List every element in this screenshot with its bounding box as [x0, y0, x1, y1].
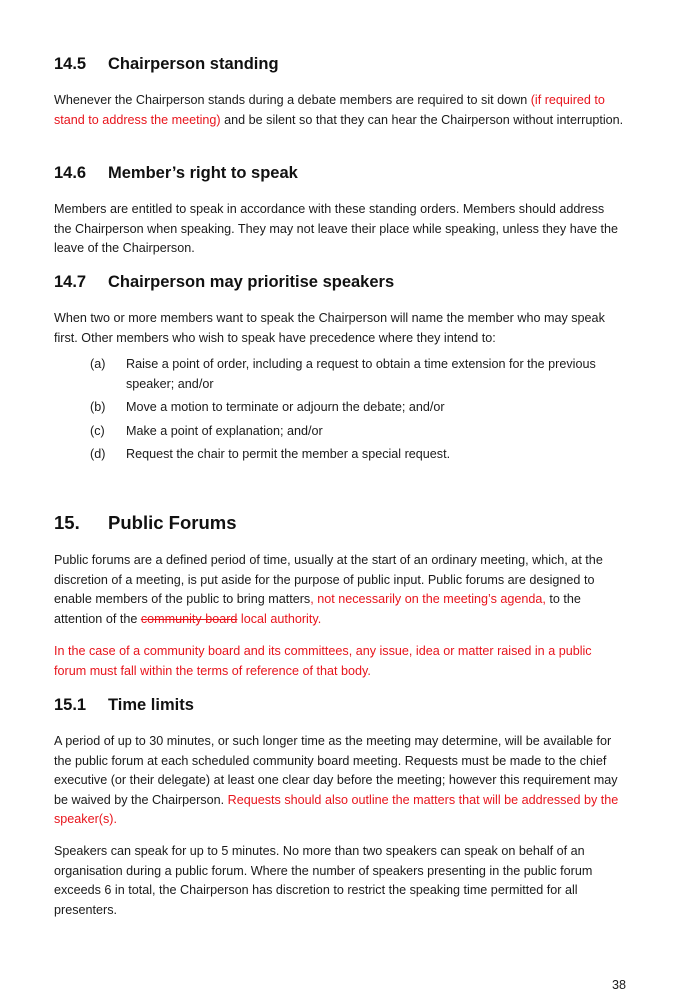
paragraph-14-5: Whenever the Chairperson stands during a debate members are required to sit down (if required to stand to address the meeting) and be silent so that they can hear the Chairperson without interruption.	[54, 93, 624, 127]
list-item: (a) Raise a point of order, including a request to obtain a time extension for the previous speaker; and/or	[90, 357, 596, 391]
list-item: (b) Move a motion to terminate or adjourn the debate; and/or	[90, 400, 445, 414]
deleted-text: community board	[140, 611, 238, 626]
paragraph-14-7: When two or more members want to speak the Chairperson will name the member who may speak first. Other members who wish to speak have precedence where they intend to:	[54, 311, 605, 345]
list-item: (d) Request the chair to permit the member a special request.	[90, 447, 451, 461]
page-number: 38	[611, 978, 626, 992]
heading-15-1: 15.1 Time limits	[54, 696, 194, 714]
amendment-text: local authority.	[237, 611, 322, 626]
heading-14-7: 14.7 Chairperson may prioritise speakers	[54, 273, 395, 291]
amendment-text: , not necessarily on the meeting’s agenda,	[310, 592, 546, 606]
amendment-text: (if required to stand to address the meeting)	[54, 93, 605, 127]
list-item: (c) Make a point of explanation; and/or	[90, 424, 323, 438]
heading-15: 15. Public Forums	[54, 512, 237, 533]
paragraph-15-1-a: A period of up to 30 minutes, or such longer time as the meeting may determine, will be available for the public forum at each scheduled community board meeting. Requests must be made to the chief executive (or their delegate) at least one clear day before the meeting; however this requirement may be waived by the Chairperson. Requests should also outline the matters that will be addressed by the speaker(s).	[54, 734, 619, 826]
paragraph-15-intro: Public forums are a defined period of time, usually at the start of an ordinary meeting, which, at the discretion of a meeting, is put aside for the purpose of public input. Public forums are designed to enable members of the public to bring matters, not necessarily on the meeting’s agenda, to the attention of the community board local authority.	[54, 553, 603, 626]
paragraph-15-community-board: In the case of a community board and its committees, any issue, idea or matter raised in a public forum must fall within the terms of reference of that body.	[54, 644, 592, 678]
heading-14-5: 14.5 Chairperson standing	[54, 55, 279, 73]
paragraph-14-6: Members are entitled to speak in accordance with these standing orders. Members should address the Chairperson when speaking. They may not leave their place while speaking, unless they have the leave of the Chairperson.	[54, 202, 619, 255]
paragraph-15-1-b: Speakers can speak for up to 5 minutes. No more than two speakers can speak on behalf of an organisation during a public forum. Where the number of speakers presenting in the public forum exceeds 6 in total, the Chairperson has discretion to restrict the speaking time permitted for all presenters.	[54, 844, 593, 917]
amendment-text: Requests should also outline the matters that will be addressed by the speaker(s).	[54, 792, 619, 826]
heading-14-6: 14.6 Member’s right to speak	[54, 164, 298, 182]
